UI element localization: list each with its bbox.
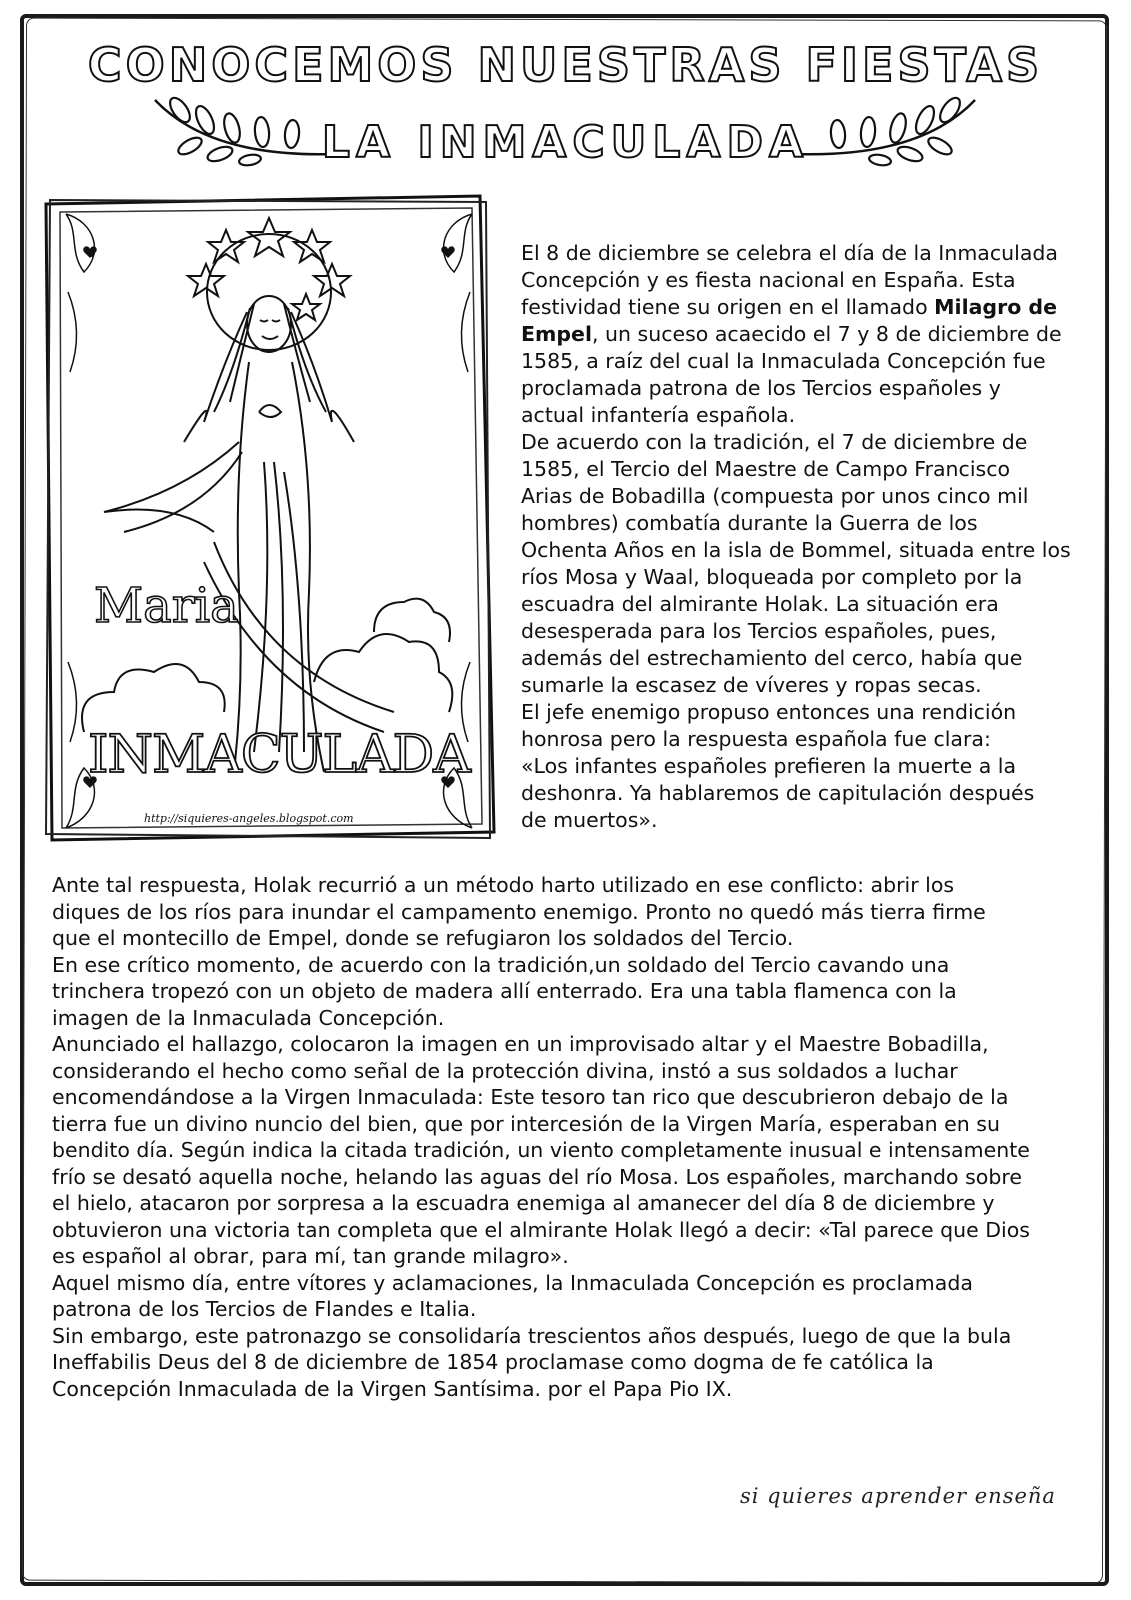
intro-line	[521, 321, 1101, 348]
body-text	[52, 872, 1102, 1402]
body-line: considerando el hecho como señal de la protección divina, instó a sus soldados a luchar	[52, 1058, 958, 1083]
intro-line: 1585, a raíz del cual la Inmaculada Concepción fue	[521, 349, 1046, 373]
inmaculada-label: INMACULADA	[88, 725, 470, 785]
body-line: frío se desató aquella noche, helando las aguas del río Mosa. Los españoles, marchando sobre	[52, 1164, 1022, 1189]
body-line: Ineffabilis Deus del 8 de diciembre de 1854 proclamase como dogma de fe católica la	[52, 1350, 934, 1374]
page-subtitle: LA INMACULADA	[321, 117, 810, 168]
intro-line: sumarle la escasez de víveres y ropas secas.	[521, 673, 982, 697]
intro-line: desesperada para los Tercios españoles, pues,	[521, 619, 997, 643]
body-line: encomendándose a la Virgen Inmaculada: Este tesoro tan rico que descubrieron debajo de la	[52, 1085, 1009, 1109]
body-line: Concepción Inmaculada de la Virgen Santísima. por el Papa Pio IX.	[52, 1376, 733, 1401]
page-title: CONOCEMOS NUESTRAS FIESTAS	[87, 38, 1044, 92]
body-line: Aquel mismo día, entre vítores y aclamaciones, la Inmaculada Concepción es proclamada	[52, 1270, 973, 1295]
body-line: obtuvieron una victoria tan completa que el almirante Holak llegó a decir: «Tal parece que Dios	[52, 1217, 1030, 1242]
intro-line: además del estrechamiento del cerco, había que	[521, 646, 1023, 670]
body-line: En ese crítico momento, de acuerdo con la tradición,un soldado del Tercio cavando una	[52, 952, 950, 977]
body-line: el hielo, atacaron por sorpresa a la escuadra enemiga al amanecer del día 8 de diciembre y	[52, 1191, 995, 1215]
body-line: es español al obrar, para mí, tan grande milagro».	[52, 1244, 569, 1268]
body-line: imagen de la Inmaculada Concepción.	[52, 1005, 445, 1030]
intro-line: 1585, el Tercio del Maestre de Campo Francisco	[521, 457, 1011, 481]
intro-line	[521, 294, 1101, 321]
intro-line-text: festividad tiene su origen en el llamado	[521, 295, 935, 319]
intro-line: Concepción y es fiesta nacional en España. Esta	[521, 268, 1016, 292]
body-line: patrona de los Tercios de Flandes e Italia.	[52, 1297, 477, 1321]
body-line: que el montecillo de Empel, donde se refugiaron los soldados del Tercio.	[52, 926, 794, 950]
virgin-mary-drawing-icon	[64, 212, 474, 830]
body-line: trinchera tropezó con un objeto de madera allí enterrado. Era una tabla flamenca con la	[52, 979, 957, 1003]
inmaculada-illustration	[64, 212, 474, 830]
intro-line: deshonra. Ya hablaremos de capitulación después	[521, 781, 1035, 805]
empel-bold: Empel	[521, 322, 592, 346]
blog-url: http://siquieres-angeles.blogspot.com	[144, 812, 354, 825]
intro-line: proclamada patrona de los Tercios españoles y	[521, 376, 1001, 400]
signature: si quieres aprender enseña	[740, 1484, 1056, 1508]
intro-line: Ochenta Años en la isla de Bommel, situada entre los	[521, 538, 1071, 562]
intro-line: de muertos».	[521, 808, 658, 832]
intro-line: El 8 de diciembre se celebra el día de la Inmaculada	[521, 241, 1058, 265]
intro-line: De acuerdo con la tradición, el 7 de diciembre de	[521, 430, 1028, 454]
maria-label: Maria	[94, 578, 239, 634]
intro-line: escuadra del almirante Holak. La situación era	[521, 592, 999, 616]
body-line: diques de los ríos para inundar el campamento enemigo. Pronto no quedó más tierra firme	[52, 899, 986, 924]
intro-line: El jefe enemigo propuso entonces una rendición	[521, 700, 1017, 724]
intro-text	[521, 240, 1101, 834]
intro-line: actual infantería española.	[521, 403, 796, 427]
body-line: Ante tal respuesta, Holak recurrió a un método harto utilizado en ese conflicto: abrir los	[52, 873, 955, 897]
intro-line: honrosa pero la respuesta española fue clara:	[521, 727, 991, 751]
body-line: Anunciado el hallazgo, colocaron la imagen en un improvisado altar y el Maestre Bobadilla,	[52, 1032, 989, 1056]
body-line: Sin embargo, este patronazgo se consolidaría trescientos años después, luego de que la bula	[52, 1323, 1012, 1348]
intro-line: «Los infantes españoles prefieren la muerte a la	[521, 754, 1017, 778]
body-line: tierra fue un divino nuncio del bien, que por intercesión de la Virgen María, esperaban en su	[52, 1111, 1000, 1136]
intro-line: ríos Mosa y Waal, bloqueada por completo por la	[521, 565, 1023, 589]
milagro-bold: Milagro de	[934, 295, 1058, 319]
intro-line: Arias de Bobadilla (compuesta por unos cinco mil	[521, 484, 1029, 508]
intro-line-text: , un suceso acaecido el 7 y 8 de diciembre de	[591, 322, 1062, 346]
intro-line: hombres) combatía durante la Guerra de los	[521, 511, 978, 535]
body-line: bendito día. Según indica la citada tradición, un viento completamente inusual e intensamente	[52, 1138, 1030, 1162]
